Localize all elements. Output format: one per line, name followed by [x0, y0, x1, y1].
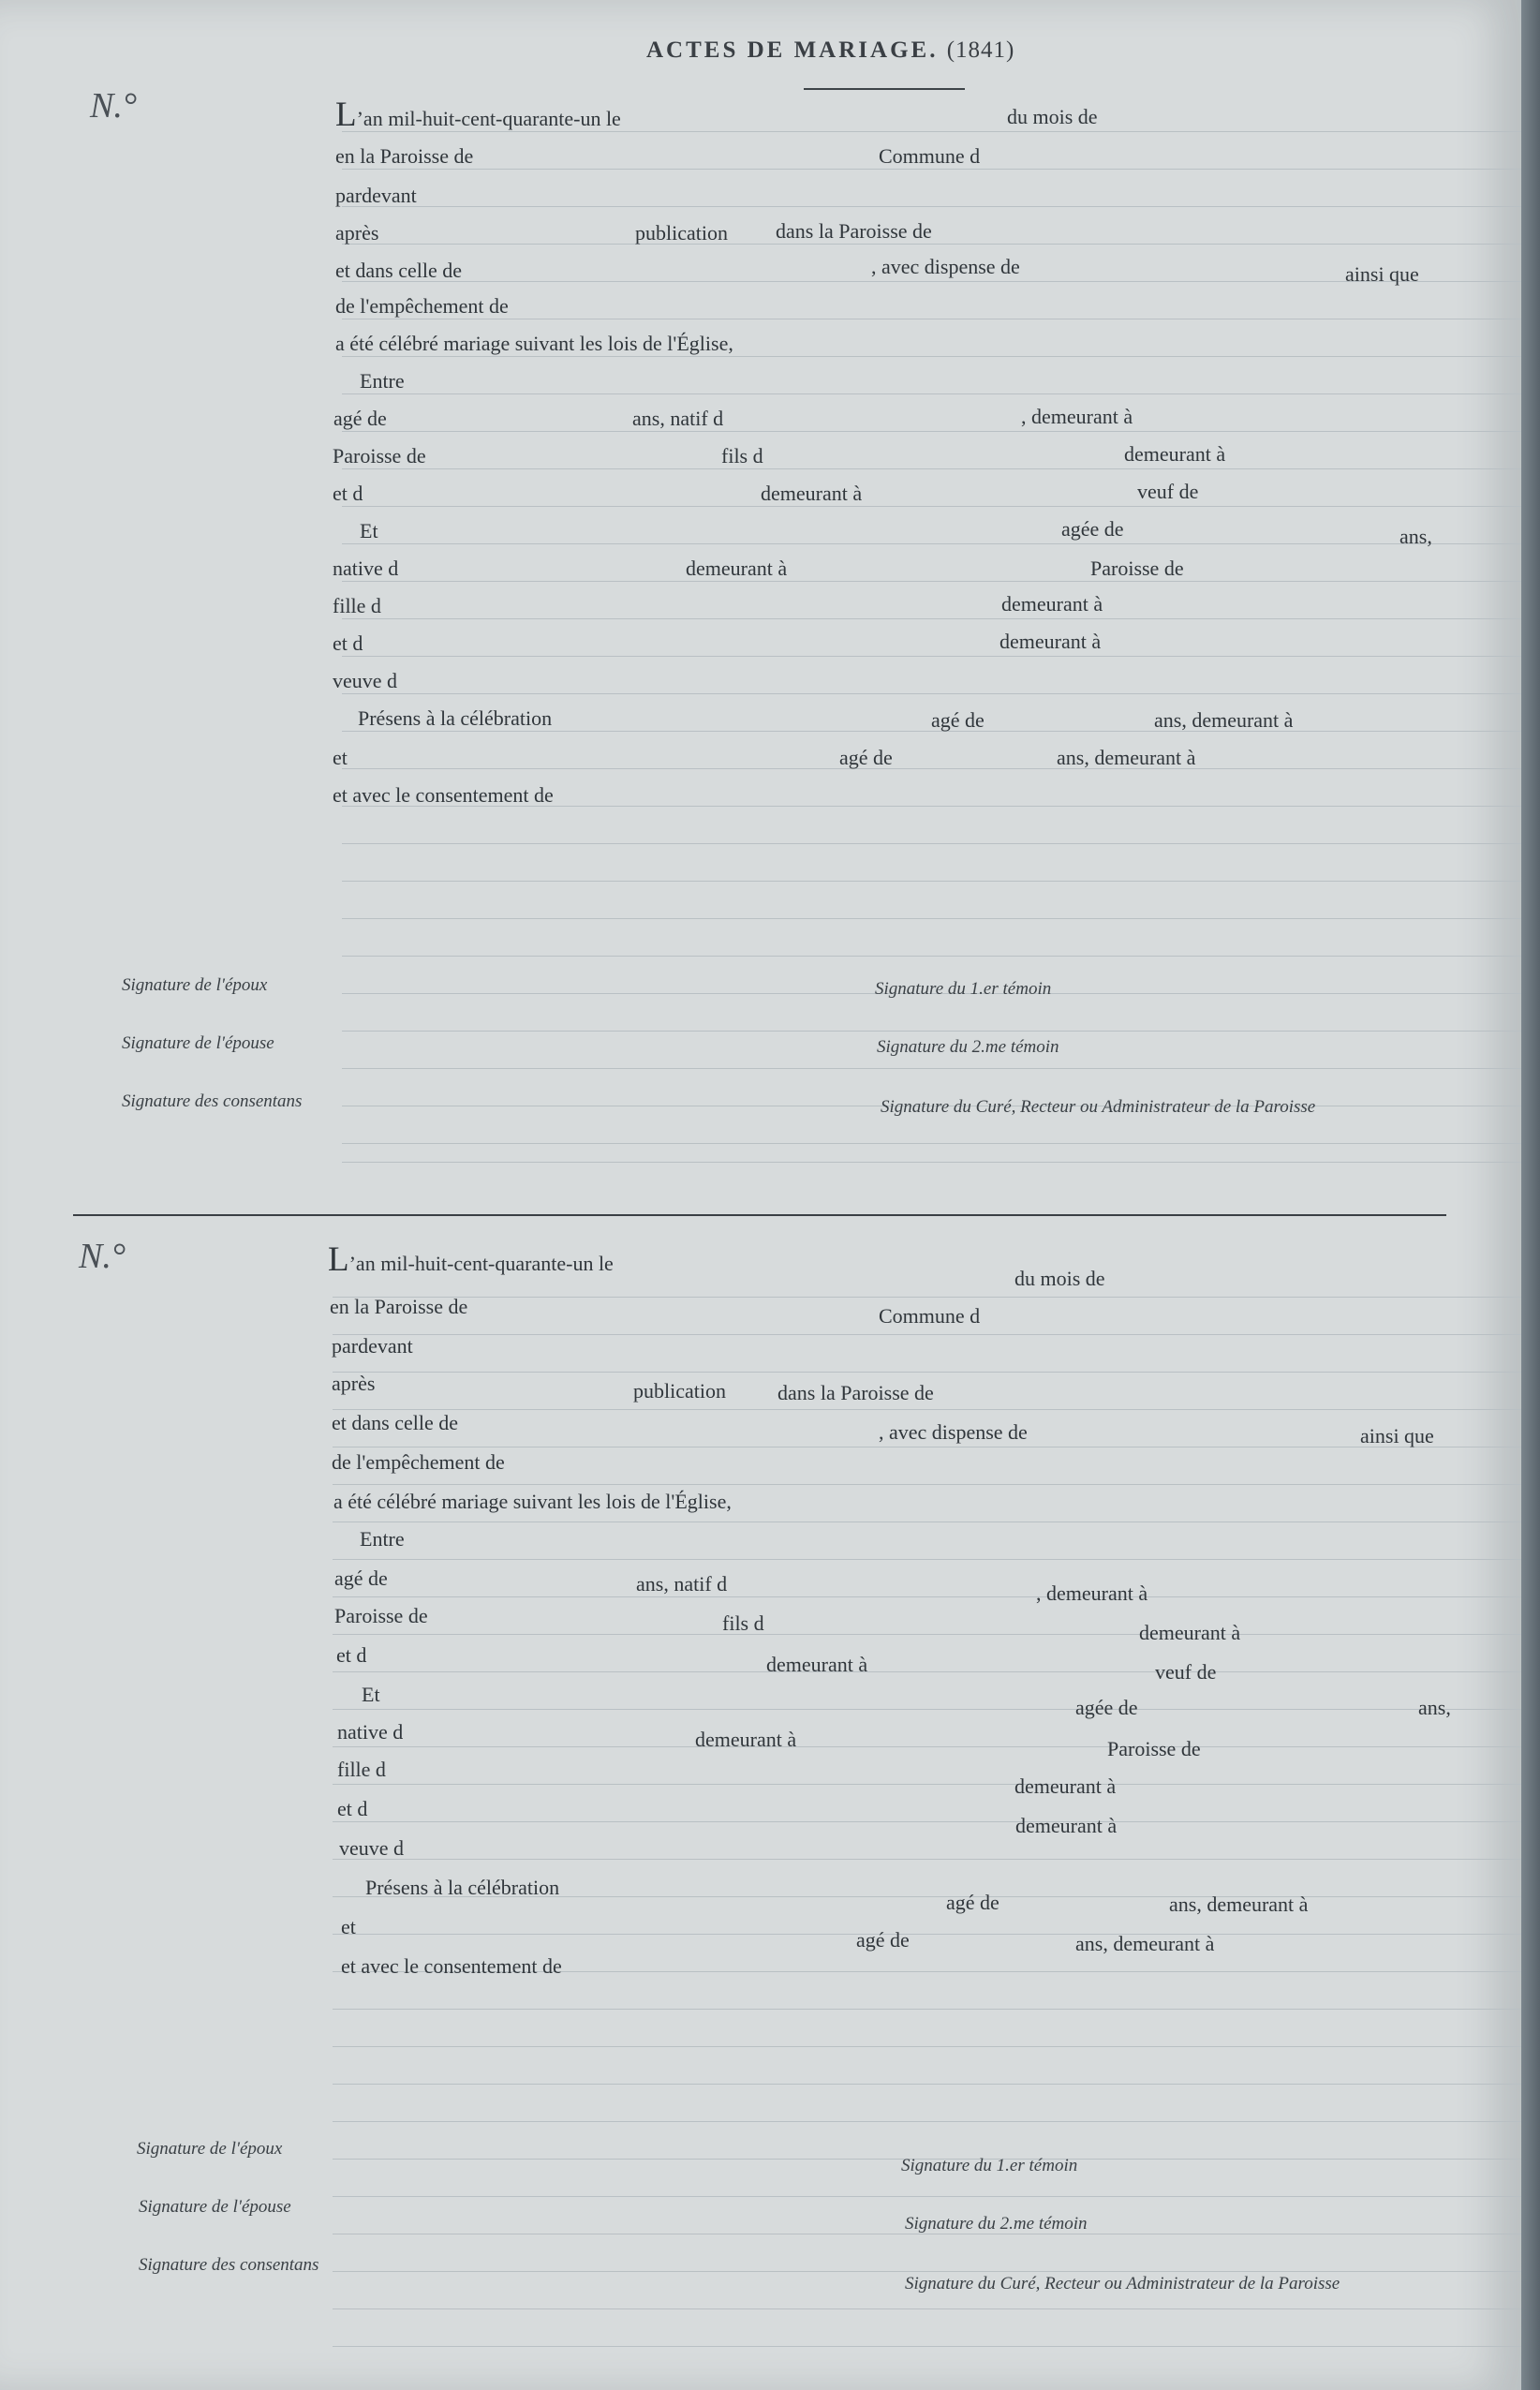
act-opening-line: L’an mil-huit-cent-quarante-un le	[335, 96, 621, 134]
field-label: veuf de	[1137, 480, 1199, 503]
field-label: du mois de	[1014, 1267, 1105, 1290]
field-label: demeurant à	[1000, 630, 1102, 653]
field-label: agé de	[839, 746, 893, 769]
field-label: ainsi que	[1360, 1424, 1434, 1447]
signature-label: Signature de l'époux	[122, 975, 268, 995]
field-label: et d	[333, 631, 363, 655]
signature-label: Signature de l'épouse	[122, 1033, 274, 1053]
field-label: et	[341, 1915, 356, 1938]
field-label: demeurant à	[1014, 1774, 1117, 1798]
field-label: demeurant à	[1001, 592, 1103, 616]
field-label: a été célébré mariage suivant les lois de l'Église,	[335, 332, 733, 355]
field-label: Paroisse de	[334, 1604, 428, 1627]
field-label: demeurant à	[1139, 1621, 1241, 1644]
field-label: en la Paroisse de	[330, 1295, 468, 1318]
field-label: veuve d	[333, 669, 398, 692]
field-label: ans, demeurant à	[1057, 746, 1196, 769]
field-label: et	[333, 746, 348, 769]
field-label: ans, natif d	[636, 1572, 728, 1596]
signature-label: Signature de l'épouse	[139, 2197, 291, 2217]
field-label: publication	[633, 1379, 726, 1403]
field-label: Commune d	[879, 1304, 981, 1328]
field-label: ans, demeurant à	[1169, 1893, 1309, 1916]
field-label: de l'empêchement de	[335, 294, 509, 318]
field-label: agé de	[856, 1928, 910, 1952]
signature-label: Signature de l'époux	[137, 2139, 283, 2159]
field-label: a été célébré mariage suivant les lois de l'Église,	[333, 1490, 732, 1513]
field-label: veuve d	[339, 1836, 405, 1860]
signature-label: Signature du 2.me témoin	[877, 1037, 1059, 1057]
signature-label: Signature des consentans	[139, 2255, 319, 2275]
field-label: agée de	[1075, 1696, 1138, 1719]
field-label: et avec le consentement de	[333, 783, 554, 807]
field-label: après	[335, 221, 379, 245]
field-label: et avec le consentement de	[341, 1954, 562, 1978]
field-label: après	[332, 1372, 376, 1395]
field-label: publication	[635, 221, 728, 245]
field-label: Présens à la célébration	[358, 706, 553, 730]
field-label: du mois de	[1007, 105, 1098, 128]
field-label: Et	[362, 1683, 380, 1706]
field-label: , demeurant à	[1021, 405, 1133, 428]
field-label: demeurant à	[686, 557, 788, 580]
field-label: Commune d	[879, 144, 981, 168]
field-label: , demeurant à	[1036, 1581, 1148, 1605]
field-label: et d	[336, 1643, 367, 1667]
field-label: et d	[337, 1797, 368, 1820]
signature-label: Signature du 1.er témoin	[901, 2156, 1078, 2175]
field-label: native d	[337, 1720, 404, 1744]
act-number-mark: N.°	[79, 1237, 126, 1276]
field-label: veuf de	[1155, 1660, 1217, 1684]
field-label: native d	[333, 557, 399, 580]
field-label: Entre	[360, 369, 405, 393]
page-header	[646, 37, 1014, 64]
field-label: agé de	[931, 708, 985, 732]
field-label: agé de	[334, 1566, 388, 1590]
field-label: ans,	[1399, 525, 1432, 548]
act-opening-line: L’an mil-huit-cent-quarante-un le	[328, 1240, 614, 1279]
field-label: Paroisse de	[1107, 1737, 1201, 1760]
field-label: Présens à la célébration	[365, 1876, 560, 1899]
field-label: en la Paroisse de	[335, 144, 474, 168]
field-label: pardevant	[335, 184, 417, 207]
field-label: demeurant à	[766, 1653, 868, 1676]
field-label: et d	[333, 482, 363, 505]
field-label: ainsi que	[1345, 262, 1419, 286]
field-label: demeurant à	[695, 1728, 797, 1751]
signature-label: Signature du 1.er témoin	[875, 979, 1052, 999]
page-title: ACTES DE MARIAGE.	[646, 37, 939, 63]
signature-label: Signature du 2.me témoin	[905, 2214, 1088, 2234]
field-label: fille d	[333, 594, 381, 617]
field-label: agé de	[946, 1891, 1000, 1914]
field-label: de l'empêchement de	[332, 1450, 505, 1474]
header-rule	[804, 88, 965, 90]
field-label: , avec dispense de	[871, 255, 1020, 278]
field-label: ans,	[1418, 1696, 1451, 1719]
act-number-mark: N.°	[90, 86, 138, 126]
field-label: Paroisse de	[333, 444, 426, 468]
field-label: demeurant à	[1124, 442, 1226, 466]
page-year: (1841)	[946, 37, 1015, 63]
field-label: Paroisse de	[1090, 557, 1184, 580]
field-label: fils d	[721, 444, 763, 468]
field-label: fille d	[337, 1758, 386, 1781]
field-label: ans, natif d	[632, 407, 724, 430]
field-label: agée de	[1061, 517, 1124, 541]
field-label: fils d	[722, 1611, 764, 1635]
act-initial: L	[328, 1240, 349, 1279]
field-label: demeurant à	[1015, 1814, 1118, 1837]
field-label: et dans celle de	[335, 259, 462, 282]
field-label: ans, demeurant à	[1154, 708, 1294, 732]
field-label: dans la Paroisse de	[777, 1381, 934, 1404]
field-label: pardevant	[332, 1334, 413, 1358]
field-label: Et	[360, 519, 378, 542]
act-separator	[73, 1214, 1446, 1216]
signature-label: Signature du Curé, Recteur ou Administrateur de la Paroisse	[905, 2274, 1340, 2294]
page-edge	[1521, 0, 1540, 2390]
field-label: Entre	[360, 1527, 405, 1551]
field-label: et dans celle de	[332, 1411, 458, 1434]
field-label: demeurant à	[761, 482, 863, 505]
field-label: dans la Paroisse de	[776, 219, 932, 243]
field-label: agé de	[333, 407, 387, 430]
signature-label: Signature des consentans	[122, 1091, 303, 1111]
act-initial: L	[335, 96, 357, 134]
field-label: ans, demeurant à	[1075, 1932, 1215, 1955]
field-label: , avec dispense de	[879, 1420, 1028, 1444]
signature-label: Signature du Curé, Recteur ou Administrateur de la Paroisse	[881, 1097, 1316, 1117]
